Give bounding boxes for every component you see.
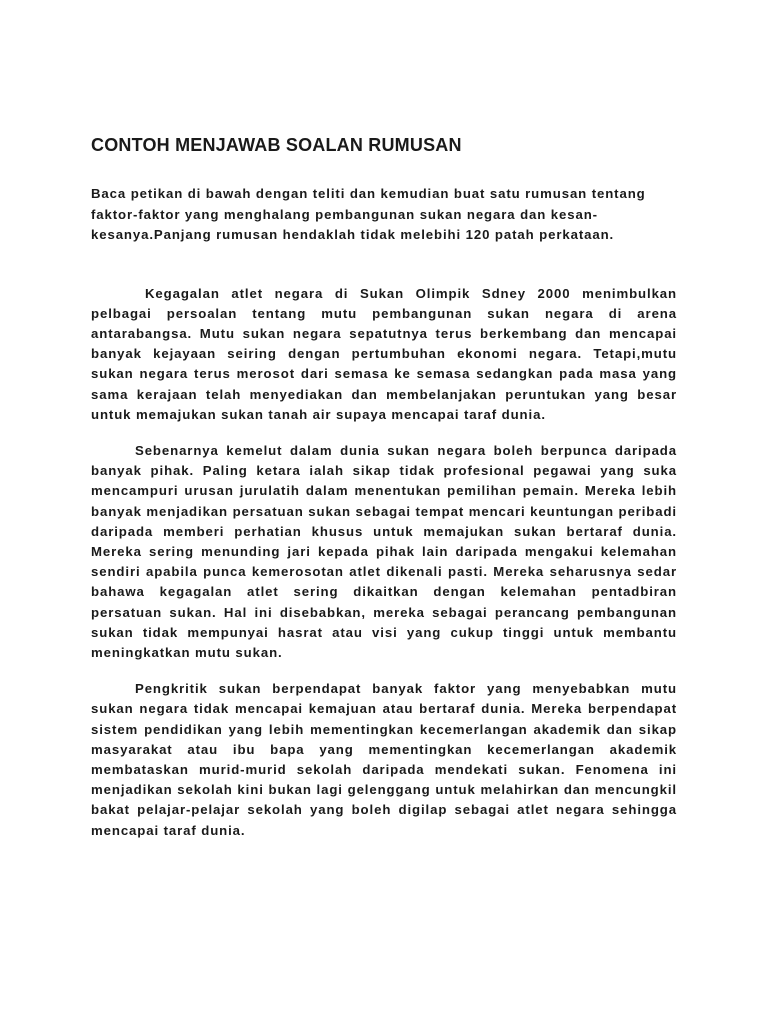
page-title: CONTOH MENJAWAB SOALAN RUMUSAN [91,135,462,155]
instruction-text: Baca petikan di bawah dengan teliti dan kemudian buat satu rumusan tentang faktor-faktor yang menghalang pembangunan sukan negara dan kesan-kesanya.Panjang rumusan hendaklah tidak melebihi 120 patah perkataan. [91,186,646,242]
passage-paragraph-3: Pengkritik sukan berpendapat banyak faktor yang menyebabkan mutu sukan negara tidak mencapai kemajuan atau bertaraf dunia. Mereka berpendapat sistem pendidikan yang lebih mementingkan kecemerlangan akademik dan sikap masyarakat atau ibu bapa yang mementingkan kecemerlangan akademik membataskan murid-murid sekolah daripada mendekati sukan. Fenomena ini menjadikan sekolah kini bukan lagi gelenggang untuk melahirkan dan mencungkil bakat pelajar-pelajar sekolah yang boleh digilap sebagai atlet negara sehingga mencapai taraf dunia. [91,681,677,838]
passage-paragraph-2: Sebenarnya kemelut dalam dunia sukan negara boleh berpunca daripada banyak pihak. Paling ketara ialah sikap tidak profesional pegawai yang suka mencampuri urusan jurulatih dalam menentukan pemilihan pemain. Mereka lebih banyak menjadikan persatuan sukan sebagai tempat mencari keuntungan peribadi daripada memberi perhatian khusus untuk memajukan sukan bertaraf dunia. Mereka sering menunding jari kepada pihak lain daripada mengakui kelemahan sendiri apabila punca kemerosotan atlet dikenali pasti. Mereka seharusnya sedar bahawa kegagalan atlet sering dikaitkan dengan kelemahan pentadbiran persatuan sukan. Hal ini disebabkan, mereka sebagai perancang pembangunan sukan tidak mempunyai hasrat atau visi yang cukup tinggi untuk membantu meningkatkan mutu sukan. [91,442,677,660]
document-page [91,134,677,857]
passage-paragraph-1: Kegagalan atlet negara di Sukan Olimpik Sdney 2000 menimbulkan pelbagai persoalan tentang mutu pembangunan sukan negara di arena antarabangsa. Mutu sukan negara sepatutnya terus berkembang dan mencapai banyak kejayaan seiring dengan pertumbuhan ekonomi negara. Tetapi,mutu sukan negara terus merosot dari semasa ke semasa sedangkan pada masa yang sama kerajaan telah menyediakan dan membelanjakan peruntukan yang besar untuk memajukan sukan tanah air supaya mencapai taraf dunia. [91,285,677,422]
